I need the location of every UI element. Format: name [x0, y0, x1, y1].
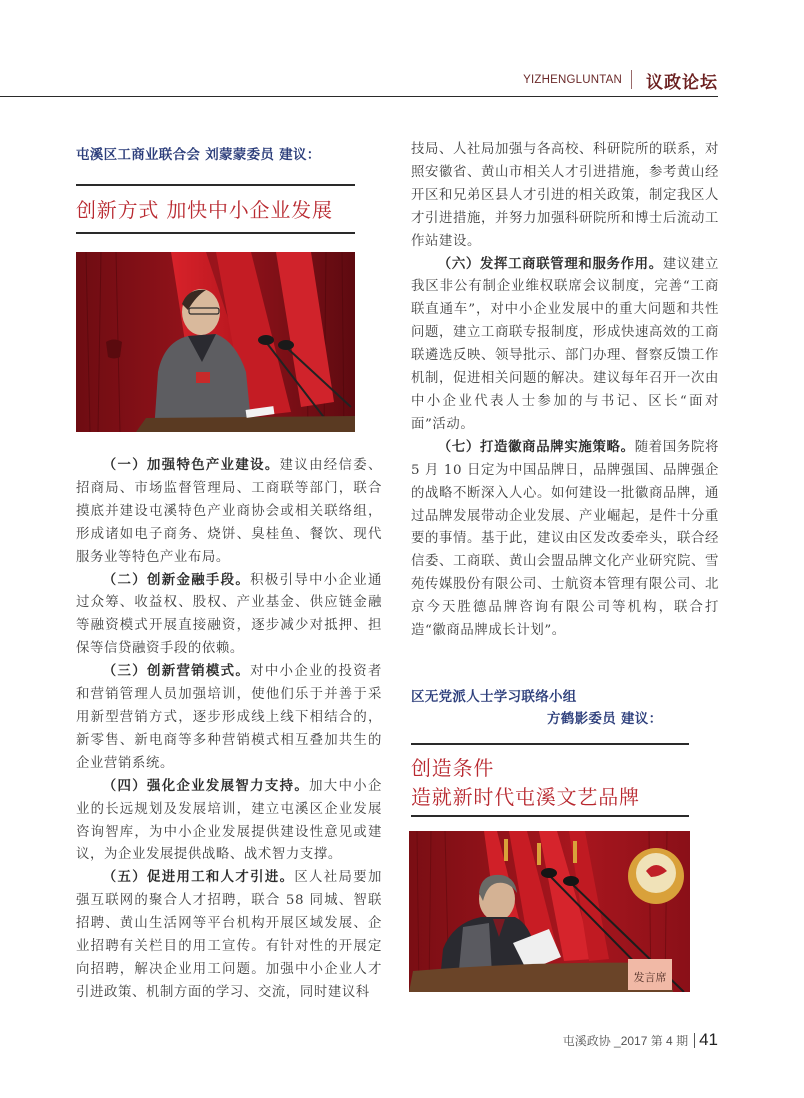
paragraph-2-text: 积极引导中小企业通过众筹、收益权、股权、产业基金、供应链金融等融资模式开展直接融资，逐步减少对抵押、担保等信贷融资手段的依赖。 [76, 572, 383, 657]
paragraph-2 [76, 570, 382, 662]
footer-divider [694, 1033, 695, 1048]
headline-rule-bottom [76, 232, 355, 234]
journal-issue: 屯溪政协 _2017 第 4 期 [562, 1033, 689, 1048]
paragraph-6-lead: （六）发挥工商联管理和服务作用。 [437, 256, 663, 272]
article-1-photo [76, 252, 355, 432]
paragraph-7 [411, 437, 719, 643]
paragraph-3-lead: （三）创新营销模式。 [102, 664, 251, 680]
page-footer [563, 1030, 718, 1050]
article-2-byline-member: 方鹤影委员 建议： [547, 711, 663, 727]
paragraph-4 [76, 776, 382, 868]
article-2-photo [409, 831, 690, 992]
running-header [0, 62, 718, 97]
article-1-body-left [76, 455, 382, 1005]
speaker-reading-photo-image [409, 831, 690, 992]
article-1-headline: 创新方式 加快中小企业发展 [76, 198, 333, 222]
speaker-photo-image [76, 252, 355, 432]
paragraph-7-lead: （七）打造徽商品牌实施策略。 [437, 439, 635, 455]
paragraph-5-continued: 技局、人社局加强与各高校、科研院所的联系，对照安徽省、黄山市相关人才引进措施，参考黄山经开区和兄弟区县人才引进的相关政策，制定我区人才引进措施，并努力加强科研院所和博士后流动工作站建设。 [411, 142, 719, 249]
article-2-headline-rule-bottom [411, 815, 689, 817]
paragraph-6 [411, 254, 719, 437]
paragraph-5-text: 区人社局要加强互联网的聚合人才招聘，联合 58 同城、智联招聘、黄山生活网等平台机构开展区域发展、企业招聘有关栏目的用工宣传。有针对性的开展定向招聘，解决企业用工问题。加强中小企业人才引进政策、机制方面的学习、交流，同时建议科 [76, 870, 382, 1000]
podium-sign-text: 发言席 [633, 971, 667, 984]
paragraph-4-lead: （四）强化企业发展智力支持。 [102, 778, 310, 794]
article-2-headline-line-2: 造就新时代屯溪文艺品牌 [411, 785, 640, 809]
page-number: 41 [699, 1030, 718, 1049]
paragraph-4-text: 加大中小企业的长远规划及发展培训，建立屯溪区企业发展咨询智库，为中小企业发展提供建设性意见或建议，为企业发展提供战略、战术智力支撑。 [76, 778, 383, 863]
paragraph-3 [76, 661, 382, 776]
article-2-byline-org: 区无党派人士学习联络小组 [411, 689, 577, 705]
headline-rule-top [76, 184, 355, 186]
paragraph-5 [76, 867, 382, 1004]
article-1-byline: 屯溪区工商业联合会 刘蒙蒙委员 建议： [76, 147, 321, 163]
paragraph-3-text: 对中小企业的投资者和营销管理人员加强培训，使他们乐于并善于采用新型营销方式，逐步形成线上线下相结合的，新零售、新电商等多种营销模式相互叠加共生的企业营销系统。 [76, 664, 383, 771]
paragraph-1 [76, 455, 382, 570]
paragraph-7-text: 随着国务院将 5 月 10 日定为中国品牌日，品牌强国、品牌强企的战略不断深入人心。如何建设一批徽商品牌，通过品牌发展带动企业发展、产业崛起，是件十分重要的事情。基于此，建议由区发改委牵头，联合经信委、工商联、黄山会盟品牌文化产业研究院、雪苑传媒股份有限公司、士航资本管理有限公司、北京今天胜德品牌咨询有限公司等机构，联合打造“徽商品牌成长计划”。 [411, 439, 719, 639]
article-1-body-right [411, 139, 719, 643]
article-2-headline-rule-top [411, 743, 689, 745]
header-divider [631, 70, 632, 89]
paragraph-6-text: 建议建立我区非公有制企业维权联席会议制度，完善“工商联直通车”，对中小企业发展中的重大问题和共性问题，建立工商联专报制度，形成快速高效的工商联遴选反映、领导批示、部门办理、督察反馈工作机制，促进相关问题的解决。建议每年召开一次由中小企业代表人士参加的与书记、区长“面对面”活动。 [411, 256, 719, 432]
paragraph-1-text: 建议由经信委、招商局、市场监督管理局、工商联等部门，联合摸底并建设屯溪特色产业商协会或相关联络组，形成诸如电子商务、烧饼、臭桂鱼、餐饮、现代服务业等特色产业布局。 [76, 458, 383, 565]
article-2-headline-line-1: 创造条件 [411, 756, 495, 780]
section-name-cn: 议政论坛 [646, 73, 718, 93]
paragraph-2-lead: （二）创新金融手段。 [102, 572, 251, 588]
section-name-en: YIZHENGLUNTAN [523, 74, 622, 86]
paragraph-5-lead: （五）促进用工和人才引进。 [102, 870, 295, 886]
paragraph-1-lead: （一）加强特色产业建设。 [102, 458, 280, 473]
